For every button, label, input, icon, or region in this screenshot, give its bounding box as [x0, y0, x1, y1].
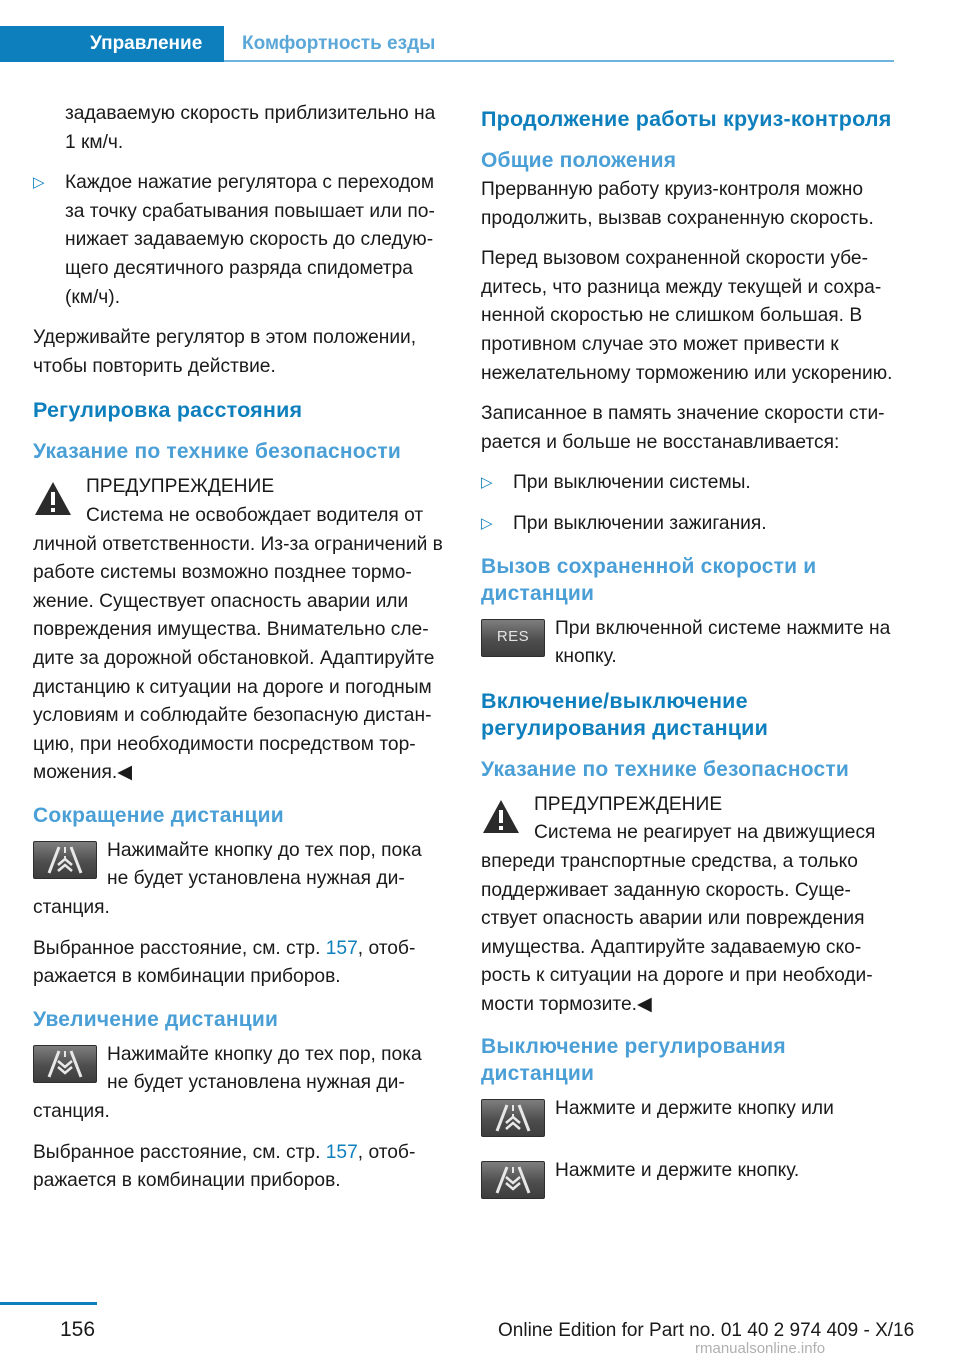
section-tab: Управление [0, 26, 224, 62]
before-call-text: Перед вызовом сохраненной скорости убедитесь, что разница между текущей и сохраненной скоростью не слишком большая. В противном случае это может привести к нежелательному торможению или ускорению. [481, 248, 893, 384]
call-text: При включенной системе нажмите на кнопку. [555, 617, 891, 668]
right-column [481, 100, 896, 1219]
continued-text: задаваемую скорость приблизительно на 1 км/ч. [65, 103, 436, 153]
page-header [0, 0, 960, 62]
increase-text: Нажимайте кнопку до тех пор, пока не будет установлена нужная дистанция. [33, 1043, 422, 1123]
list-item-text: При выключении зажигания. [513, 512, 767, 534]
triangle-bullet-icon: ▷ [481, 474, 493, 492]
list-item-text: При выключении системы. [513, 472, 751, 494]
list-item [481, 469, 896, 498]
increase-block [33, 1041, 448, 1127]
selected-text-start: Выбранное расстояние, см. стр. [33, 1141, 326, 1163]
footer-divider [0, 1302, 97, 1305]
page-link[interactable]: 157 [325, 1141, 358, 1163]
left-column [33, 100, 448, 1208]
heading-onoff: Включение/выключение регулирования дистанции [481, 688, 769, 740]
erased-text: Записанное в память значение скорости стирается и больше не восстанавливается: [481, 403, 885, 453]
warning-text: Система не освобождает водителя от личной ответственности. Из-за ограничений в работе системы возможно позднее торможение. Существует опасность аварии или повреждения имущества. Внимательно следите за дорожной обстановкой. Адаптируйте дистанцию к ситуации на дороге и погодным условиям и соблюдайте безопасную дистанцию, при необходимости посредством торможения.◀ [33, 504, 443, 784]
res-button-icon: RES [481, 619, 545, 657]
distance-increase-button-icon [481, 1161, 545, 1199]
distance-increase-button-icon [33, 1045, 97, 1083]
heading-safety-2: Указание по технике безопасности [481, 757, 849, 781]
selected-text-start: Выбранное расстояние, см. стр. [33, 937, 326, 959]
hold-or-text: Нажмите и держите кнопку или [555, 1098, 834, 1120]
res-block [481, 615, 896, 672]
subsection-tab: Комфортность езды [224, 26, 894, 62]
warning-triangle-icon [481, 797, 521, 837]
online-edition: Online Edition for Part no. 01 40 2 974 409 - X/16 [498, 1320, 915, 1341]
general-text: Прерванную работу круиз-контроля можно продолжить, вызвав сохраненную скорость. [481, 179, 874, 229]
reduce-block [33, 837, 448, 923]
off-block-2 [481, 1157, 896, 1207]
warning-title: ПРЕДУПРЕЖДЕНИЕ [86, 476, 275, 498]
list-item [33, 169, 448, 312]
selected-distance-text [33, 935, 448, 992]
list-item-text: Каждое нажатие регулятора с переходом за точку срабатывания повышает или понижает задаваемую скорость до следующего десятичного разряда спидометра (км/ч). [65, 172, 435, 308]
reduce-text: Нажимайте кнопку до тех пор, пока не будет установлена нужная дистанция. [33, 839, 422, 919]
list-item [481, 510, 896, 539]
selected-distance-text-2 [33, 1139, 448, 1196]
hold-text: Удерживайте регулятор в этом положении, чтобы повторить действие. [33, 327, 417, 377]
warning-block [33, 473, 448, 788]
distance-reduce-button-icon [481, 1099, 545, 1137]
heading-resume: Продолжение работы круиз-контроля [481, 107, 892, 131]
heading-off: Выключение регулирования дистанции [481, 1035, 786, 1086]
heading-distance: Регулировка расстояния [33, 398, 303, 423]
warning-triangle-icon [33, 479, 73, 519]
warning-text: Система не реагирует на движущиеся впереди транспортные средства, а только поддерживает заданную скорость. Существует опасность аварии или повреждения имущества. Адаптируйте задаваемую скорость к ситуации на дороге и при необходимости тормозите.◀ [481, 822, 876, 1015]
selected-text-end: , отображается в комбинации приборов. [33, 937, 416, 988]
off-block-1 [481, 1095, 896, 1145]
triangle-bullet-icon: ▷ [33, 174, 45, 192]
heading-safety: Указание по технике безопасности [33, 440, 401, 464]
heading-reduce: Сокращение дистанции [33, 803, 284, 827]
page-link[interactable]: 157 [325, 937, 358, 959]
warning-title: ПРЕДУПРЕЖДЕНИЕ [534, 793, 723, 815]
warning-block-2 [481, 791, 896, 1020]
triangle-bullet-icon: ▷ [481, 514, 493, 532]
distance-reduce-button-icon [33, 841, 97, 879]
hold-button-text: Нажмите и держите кнопку. [555, 1160, 800, 1182]
heading-general: Общие положения [481, 149, 677, 172]
heading-increase: Увеличение дистанции [33, 1007, 279, 1031]
page-number: 156 [60, 1318, 96, 1341]
selected-text-end: , отображается в комбинации приборов. [33, 1141, 416, 1192]
watermark: rmanualsonline.info [695, 1340, 826, 1357]
heading-call-speed: Вызов сохраненной скорости и дистанции [481, 554, 817, 605]
